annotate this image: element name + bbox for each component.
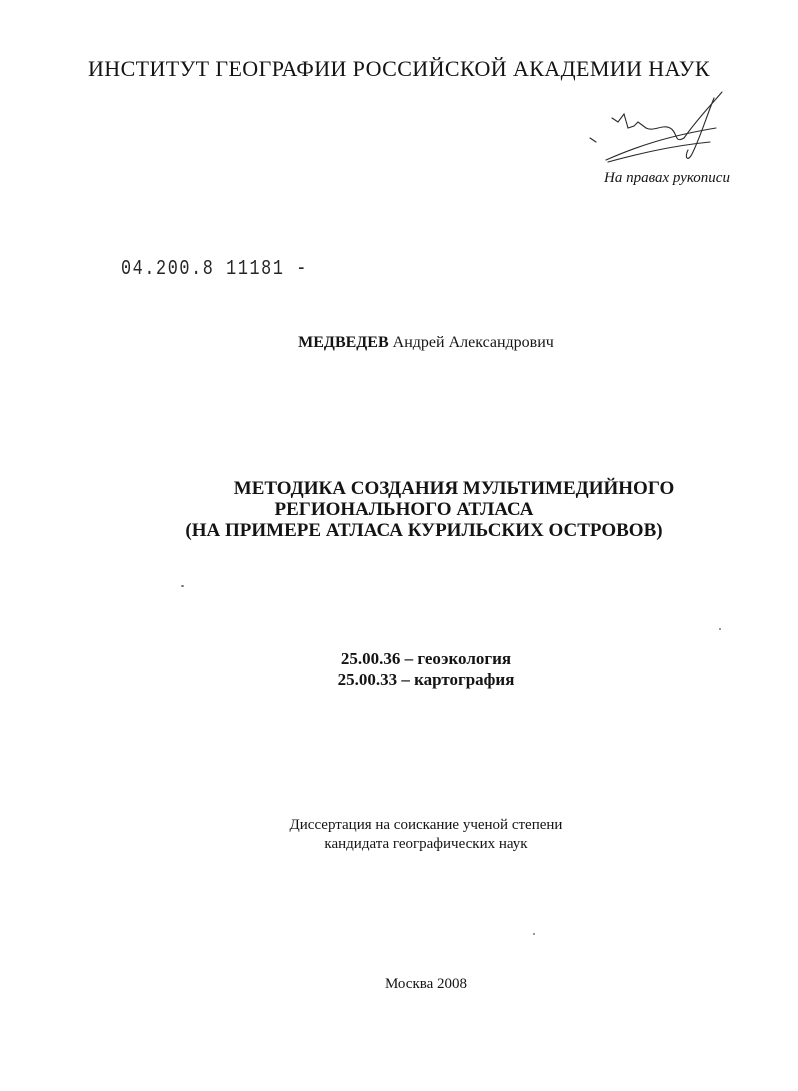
- degree-statement: [0, 816, 798, 854]
- specialty-codes: [0, 648, 798, 690]
- scan-speck: [533, 933, 535, 935]
- scan-speck: [181, 585, 184, 587]
- degree-line-1: Диссертация на соискание ученой степени: [289, 817, 563, 833]
- author-surname: МЕДВЕДЕВ: [298, 334, 389, 351]
- specialty-item: 25.00.36 – геоэкология: [340, 649, 512, 668]
- specialty-item: 25.00.33 – картография: [337, 670, 515, 689]
- author-given-names: Андрей Александрович: [392, 334, 554, 351]
- city-year: Москва 2008: [384, 976, 468, 992]
- handwritten-signature: [588, 88, 738, 168]
- scan-speck: [719, 628, 721, 630]
- title-line-1: МЕТОДИКА СОЗДАНИЯ МУЛЬТИМЕДИЙНОГО: [233, 478, 675, 499]
- dissertation-title: [0, 478, 798, 541]
- author-name: [0, 334, 798, 352]
- stamp-number: 04.200.8 11181 -: [121, 258, 308, 281]
- degree-line-2: кандидата географических наук: [324, 836, 528, 852]
- title-line-3: (НА ПРИМЕРЕ АТЛАСА КУРИЛЬСКИХ ОСТРОВОВ): [185, 520, 663, 541]
- title-line-2: РЕГИОНАЛЬНОГО АТЛАСА: [274, 499, 534, 520]
- institute-name: ИНСТИТУТ ГЕОГРАФИИ РОССИЙСКОЙ АКАДЕМИИ НАУК: [88, 56, 710, 81]
- manuscript-note: На правах рукописи: [604, 170, 730, 186]
